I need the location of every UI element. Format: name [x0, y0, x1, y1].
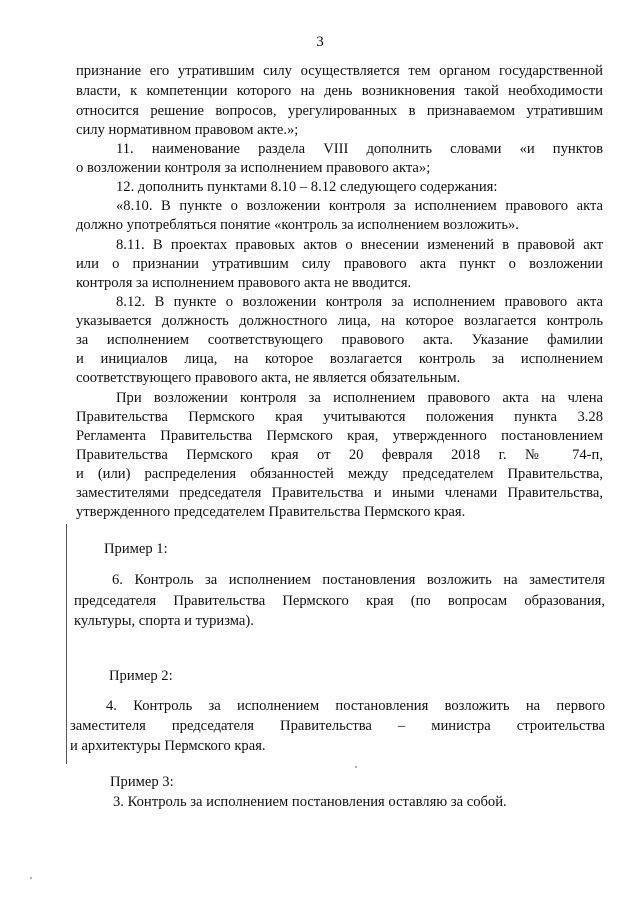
text-line: 11. наименование раздела VIII дополнить словами «и пунктов [116, 141, 603, 157]
text-line: за исполнением соответствующего правового акта. Указание фамилии [76, 332, 603, 348]
text-line: утвержденного председателем Правительства Пермского края. [76, 504, 466, 520]
text-line: относится решение вопросов, урегулированных в признаваемом утратившим [76, 103, 603, 119]
text-line: 8.12. В пункте о возложении контроля за исполнением правового акта [116, 294, 603, 310]
text-line: 12. дополнить пунктами 8.10 – 8.12 следующего содержания: [116, 179, 498, 195]
text-line: силу нормативном правовом акте.»; [76, 122, 299, 138]
example-label: Пример 3: [110, 774, 174, 790]
text-line: контроля за исполнением правового акта не вводится. [76, 275, 412, 291]
example-line: 4. Контроль за исполнением постановления возложить на первого [106, 698, 605, 714]
text-line: При возложении контроля за исполнением правового акта на члена [116, 390, 603, 406]
text-line: Регламента Правительства Пермского края, утвержденного постановлением [76, 428, 603, 444]
page-number: 3 [316, 34, 324, 50]
example-line: 3. Контроль за исполнением постановления оставляю за собой. [113, 794, 507, 810]
text-line: «8.10. В пункте о возложении контроля за исполнением правового акта [116, 198, 603, 214]
text-line: должно употребляться понятие «контроль за исполнением возложить». [76, 217, 519, 233]
text-line: и инициалов лица, на которое возлагается контроль за исполнением [76, 351, 603, 367]
example-label: Пример 1: [104, 541, 168, 557]
text-line: признание его утратившим силу осуществляется тем органом государственной [76, 63, 603, 79]
example-line: заместителя председателя Правительства – министра строительства [70, 718, 605, 734]
text-line: власти, к компетенции которого на день возникновения такой необходимости [76, 83, 603, 99]
example-label: Пример 2: [109, 668, 173, 684]
text-line: указывается должность должностного лица, на которое возлагается контроль [76, 313, 603, 329]
example-line: председателя Правительства Пермского края (по вопросам образования, [74, 593, 605, 609]
text-line: Правительства Пермского края от 20 февраля 2018 г. № 74-п, [76, 447, 603, 463]
text-line: Правительства Пермского края учитываются положения пункта 3.28 [76, 409, 603, 425]
margin-bar [66, 524, 67, 764]
text-line: или о признании утратившим силу правового акта пункт о возложении [76, 256, 603, 272]
text-line: соответствующего правового акта, не является обязательным. [76, 370, 461, 386]
text-line: и (или) распределения обязанностей между председателем Правительства, [76, 466, 603, 482]
text-line: заместителями председателя Правительства и иными членами Правительства, [76, 485, 603, 501]
example-line: и архитектуры Пермского края. [70, 738, 266, 754]
scan-speck [30, 877, 32, 879]
example-line: культуры, спорта и туризма). [74, 613, 254, 629]
scan-speck [355, 766, 357, 768]
example-line: 6. Контроль за исполнением постановления возложить на заместителя [112, 572, 605, 588]
text-line: 8.11. В проектах правовых актов о внесении изменений в правовой акт [116, 237, 603, 253]
text-line: о возложении контроля за исполнением правового акта»; [76, 160, 431, 176]
